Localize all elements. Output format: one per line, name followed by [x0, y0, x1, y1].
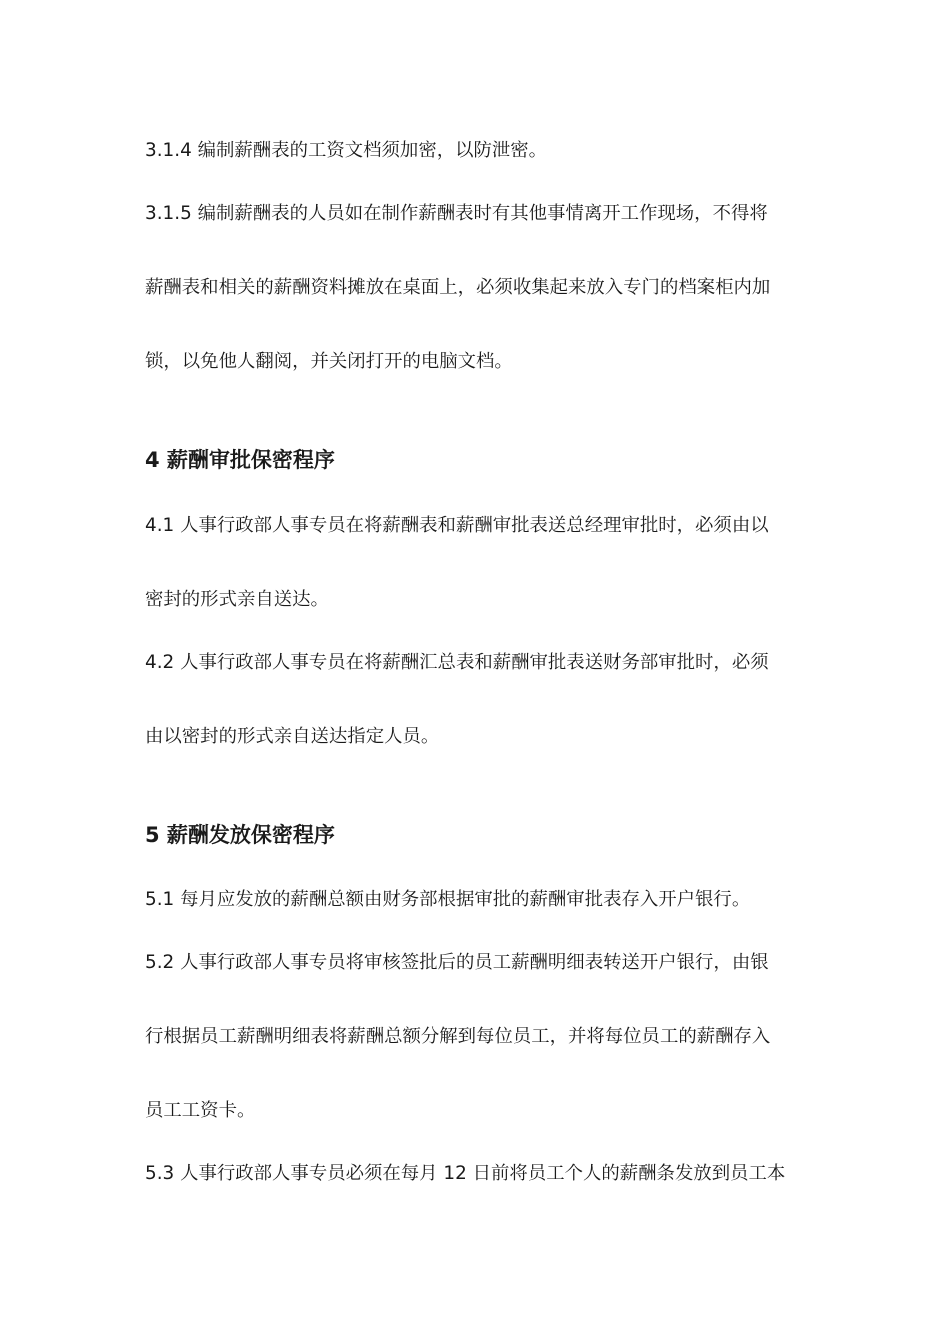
section-heading-5: 5 薪酬发放保密程序 [145, 823, 335, 847]
para-4-2-line-1: 4.2 人事行政部人事专员在将薪酬汇总表和薪酬审批表送财务部审批时，必须 [145, 652, 769, 673]
para-4-1-line-1: 4.1 人事行政部人事专员在将薪酬表和薪酬审批表送总经理审批时，必须由以 [145, 515, 769, 536]
para-5-2-line-2: 行根据员工薪酬明细表将薪酬总额分解到每位员工，并将每位员工的薪酬存入 [145, 1026, 771, 1047]
para-5-2-line-3: 员工工资卡。 [145, 1100, 256, 1121]
para-3-1-5-line-1: 3.1.5 编制薪酬表的人员如在制作薪酬表时有其他事情离开工作现场，不得将 [145, 203, 768, 224]
para-4-2-line-2: 由以密封的形式亲自送达指定人员。 [145, 726, 440, 747]
para-3-1-5-line-2: 薪酬表和相关的薪酬资料摊放在桌面上，必须收集起来放入专门的档案柜内加 [145, 277, 771, 298]
para-3-1-4-line-1: 3.1.4 编制薪酬表的工资文档须加密，以防泄密。 [145, 140, 548, 161]
section-heading-4: 4 薪酬审批保密程序 [145, 448, 335, 472]
para-4-1-line-2: 密封的形式亲自送达。 [145, 589, 329, 610]
para-3-1-5-line-3: 锁，以免他人翻阅，并关闭打开的电脑文档。 [145, 351, 513, 372]
para-5-2-line-1: 5.2 人事行政部人事专员将审核签批后的员工薪酬明细表转送开户银行，由银 [145, 952, 769, 973]
para-5-1-line-1: 5.1 每月应发放的薪酬总额由财务部根据审批的薪酬审批表存入开户银行。 [145, 889, 751, 910]
para-5-3-line-1: 5.3 人事行政部人事专员必须在每月 12 日前将员工个人的薪酬条发放到员工本 [145, 1163, 786, 1184]
